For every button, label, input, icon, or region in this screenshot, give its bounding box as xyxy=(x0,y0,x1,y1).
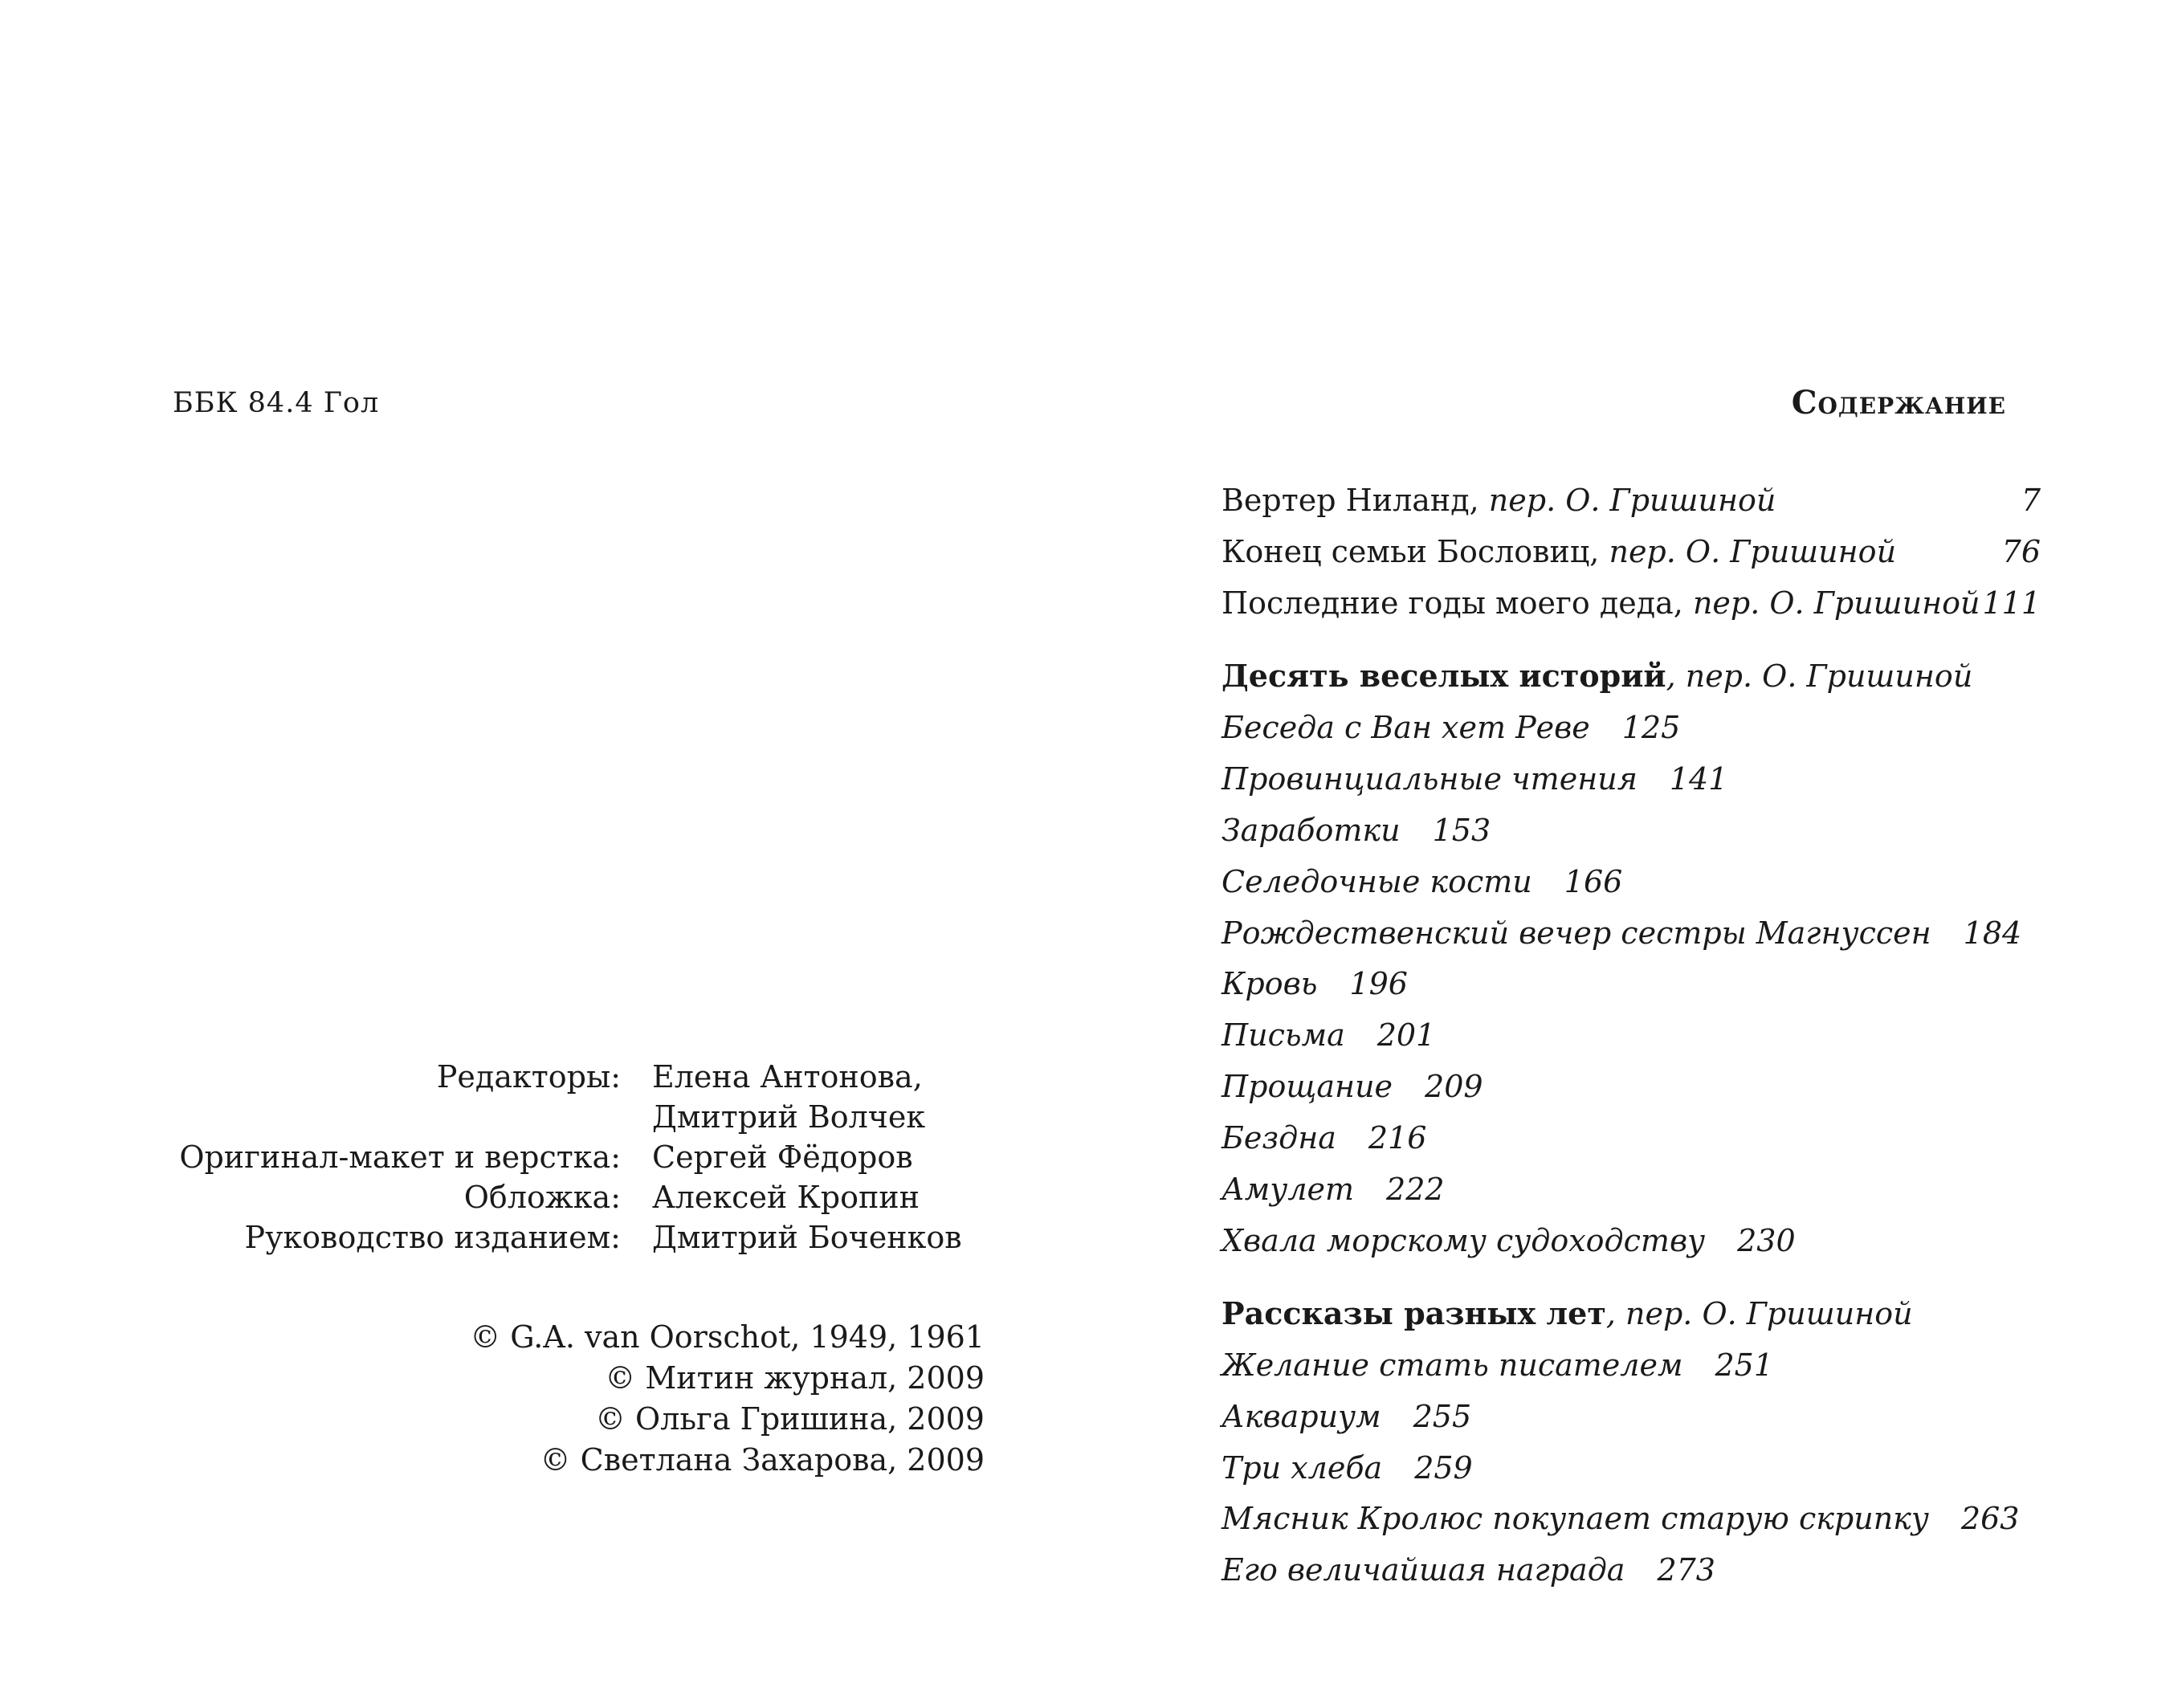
credit-names xyxy=(652,1217,988,1258)
story-title: Рождественский вечер сестры Магнуссен xyxy=(1222,915,1931,951)
credit-role: Руководство изданием: xyxy=(244,1220,621,1255)
story-page: 196 xyxy=(1349,966,1408,1002)
credit-row xyxy=(161,1217,988,1258)
toc-entry[interactable] xyxy=(1222,581,2041,633)
story-page: 259 xyxy=(1414,1449,1473,1486)
story-page: 141 xyxy=(1669,760,1728,797)
toc-story[interactable] xyxy=(1222,962,2041,1013)
story-page: 166 xyxy=(1564,863,1623,899)
story-title: Его величайшая награда xyxy=(1222,1552,1625,1588)
toc-entry-text xyxy=(1222,581,1980,633)
toc-entry[interactable] xyxy=(1222,479,2041,530)
story-page: 201 xyxy=(1376,1017,1436,1054)
story-page: 125 xyxy=(1621,710,1681,745)
toc-section-translator: , пер. О. Гришиной xyxy=(1605,1295,1913,1331)
toc-entry-title: Последние годы моего деда, xyxy=(1222,585,1683,621)
credit-row xyxy=(161,1057,988,1137)
story-title: Прощание xyxy=(1222,1069,1393,1105)
credit-role: Оригинал-макет и верстка: xyxy=(179,1139,621,1175)
credit-role: Редакторы: xyxy=(436,1059,621,1095)
toc-story[interactable] xyxy=(1222,1065,2041,1116)
toc-section-heading[interactable] xyxy=(1222,654,2041,706)
story-page: 273 xyxy=(1657,1552,1715,1588)
toc-entry-translator: пер. О. Гришиной xyxy=(1599,534,1897,569)
copyright-line: © G.A. van Oorschot, 1949, 1961 xyxy=(470,1319,985,1355)
toc-story[interactable] xyxy=(1222,1219,2041,1270)
copyright-line: © Светлана Захарова, 2009 xyxy=(540,1442,985,1478)
toc-story[interactable] xyxy=(1222,1548,2041,1600)
toc-story[interactable] xyxy=(1222,809,2041,860)
copyright-line: © Митин журнал, 2009 xyxy=(605,1360,985,1396)
story-title: Селедочные кости xyxy=(1222,863,1532,899)
credit-row xyxy=(161,1137,988,1177)
toc-title: Содержание xyxy=(1791,384,2006,422)
toc-entry-text xyxy=(1222,530,1896,581)
toc-story[interactable] xyxy=(1222,860,2041,911)
toc-entry-page: 7 xyxy=(2021,483,2041,518)
story-page: 263 xyxy=(1960,1501,2020,1537)
toc-story[interactable] xyxy=(1222,1395,2041,1446)
toc-story[interactable] xyxy=(1222,1343,2041,1395)
story-title: Заработки xyxy=(1222,812,1401,848)
credit-names xyxy=(652,1057,988,1137)
story-page: 255 xyxy=(1413,1398,1472,1434)
right-page xyxy=(1091,0,2182,1708)
story-page: 251 xyxy=(1715,1347,1774,1383)
credit-name: Елена Антонова, xyxy=(652,1059,923,1095)
toc-entry-page: 76 xyxy=(2001,534,2041,569)
story-title: Кровь xyxy=(1222,966,1318,1002)
credit-row xyxy=(161,1177,988,1217)
toc-entry[interactable] xyxy=(1222,530,2041,581)
toc-story[interactable] xyxy=(1222,1446,2041,1498)
toc-entry-text xyxy=(1222,479,1776,530)
story-title: Амулет xyxy=(1222,1172,1355,1208)
credits-block xyxy=(161,1057,988,1258)
toc-entry-translator: пер. О. Гришиной xyxy=(1478,483,1776,518)
toc-entry-translator: пер. О. Гришиной xyxy=(1682,585,1980,621)
story-title: Желание стать писателем xyxy=(1222,1347,1683,1383)
toc-story[interactable] xyxy=(1222,1013,2041,1065)
toc-story[interactable] xyxy=(1222,1168,2041,1219)
story-title: Мясник Кролюс покупает старую скрипку xyxy=(1222,1501,1929,1537)
toc-section-heading[interactable] xyxy=(1222,1292,2041,1343)
story-title: Провинциальные чтения xyxy=(1222,760,1638,797)
story-title: Хвала морскому судоходству xyxy=(1222,1222,1706,1258)
story-page: 230 xyxy=(1737,1222,1796,1258)
toc-story[interactable] xyxy=(1222,1116,2041,1168)
credit-name: Алексей Кропин xyxy=(652,1180,920,1215)
credit-name: Дмитрий Боченков xyxy=(652,1220,962,1255)
toc-entry-title: Конец семьи Бословиц, xyxy=(1222,534,1600,569)
bbk-code: ББК 84.4 Гол xyxy=(173,387,380,419)
toc-section-translator: , пер. О. Гришиной xyxy=(1666,658,1973,694)
credit-names xyxy=(652,1137,988,1177)
story-title: Аквариум xyxy=(1222,1398,1381,1434)
story-page: 216 xyxy=(1368,1120,1427,1156)
toc-story[interactable] xyxy=(1222,706,2041,757)
copyright-block xyxy=(470,1317,985,1481)
story-page: 153 xyxy=(1432,812,1491,848)
toc-story[interactable] xyxy=(1222,1497,2041,1548)
toc-story[interactable] xyxy=(1222,757,2041,809)
toc-section-title: Рассказы разных лет xyxy=(1222,1294,1606,1331)
credit-role: Обложка: xyxy=(463,1180,621,1215)
toc-section-title: Десять веселых историй xyxy=(1222,658,1666,694)
toc-entry-page: 111 xyxy=(1982,585,2041,621)
copyright-line: © Ольга Гришина, 2009 xyxy=(594,1401,985,1437)
toc-entry-title: Вертер Ниланд, xyxy=(1222,483,1479,518)
story-title: Беседа с Ван хет Реве xyxy=(1222,710,1590,745)
credit-name: Дмитрий Волчек xyxy=(652,1099,926,1135)
credit-names xyxy=(652,1177,988,1217)
story-title: Три хлеба xyxy=(1222,1449,1383,1486)
story-title: Бездна xyxy=(1222,1120,1336,1156)
toc-story[interactable] xyxy=(1222,911,2041,963)
story-title: Письма xyxy=(1222,1017,1345,1054)
credit-name: Сергей Фёдоров xyxy=(652,1139,913,1175)
table-of-contents xyxy=(1222,479,2041,1600)
story-page: 222 xyxy=(1386,1172,1445,1208)
story-page: 209 xyxy=(1425,1069,1483,1105)
story-page: 184 xyxy=(1963,915,2022,951)
